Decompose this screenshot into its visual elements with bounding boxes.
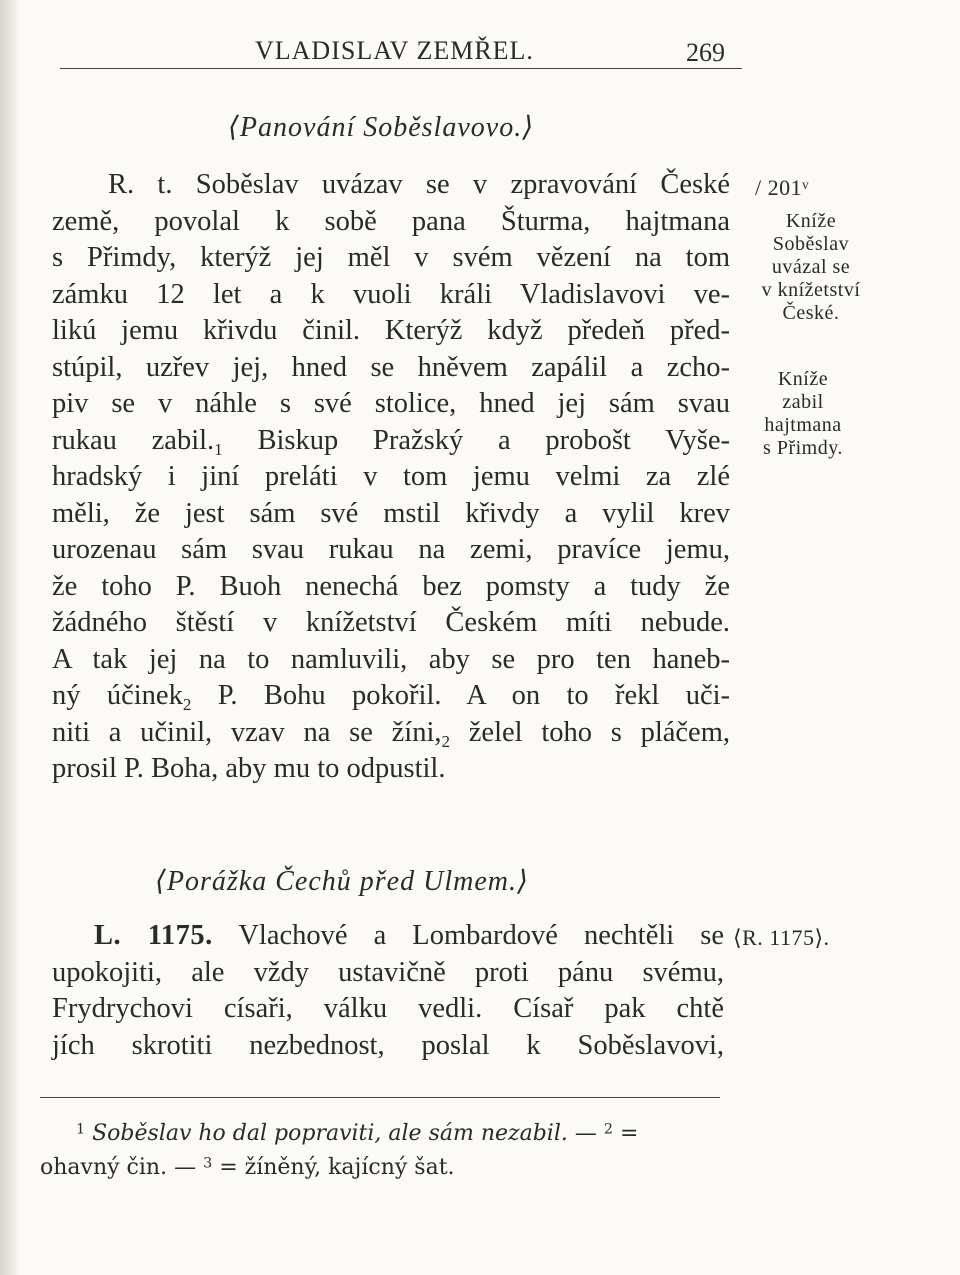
- text-line: měli, že jest sám své mstil křivdy a vylil krev: [52, 497, 730, 529]
- text-line: stúpil, uzřev jej, hned se hněvem zapálil a zcho-: [52, 351, 730, 383]
- margin-note-knize-zabil: [744, 368, 862, 460]
- margin-note-line: v knížetství: [761, 279, 861, 301]
- page-number: 269: [686, 38, 725, 67]
- text-line: hradský i jiní preláti v tom jemu velmi za zlé: [52, 461, 730, 492]
- text-line: [52, 715, 730, 752]
- text-fragment: Biskup Pražský a probošt Vyše-: [222, 424, 730, 456]
- footnote-separator: —: [167, 1155, 204, 1180]
- text-line: R. t. Soběslav uvázav se v zpravování České: [108, 169, 730, 200]
- text-line: žádného štěstí v knížetství Českém míti nebude.: [52, 607, 730, 638]
- footnote-ref-3: 2: [441, 731, 451, 751]
- text-line: země, povolal k sobě pana Šturma, hajtmana: [52, 205, 730, 237]
- footnote-ref-2: 2: [182, 694, 192, 714]
- footnote-2-equals: =: [619, 1121, 639, 1146]
- text-line: upokojiti, ale vždy ustavičně proti pánu svému,: [52, 956, 724, 988]
- margin-note-line: zabil: [782, 391, 824, 413]
- margin-note-line: Kníže: [777, 368, 829, 390]
- footnote-mark-3: 3: [203, 1155, 213, 1172]
- footnote-mark-1: 1: [76, 1121, 86, 1138]
- text-line: [52, 423, 730, 460]
- text-line: A tak jej na to namluvili, aby se pro ten haneb-: [52, 643, 730, 675]
- section-body-porazka: [52, 918, 724, 1064]
- section-title-panovani: ⟨Panování Soběslavovo.⟩: [228, 112, 535, 143]
- folio-reference: / 201ᵛ: [755, 175, 810, 200]
- running-head: VLADISLAV ZEMŘEL.: [255, 36, 534, 65]
- text-fragment: Vlachové a Lombardové nechtěli se: [212, 920, 724, 951]
- footnote-line: [40, 1151, 720, 1185]
- margin-note-line: České.: [782, 302, 840, 324]
- text-fragment: rukau zabil.: [52, 424, 215, 456]
- section-body-panovani: [52, 167, 730, 788]
- text-line: s Přimdy, kterýž jej měl v svém vězení na tom: [52, 242, 730, 273]
- margin-year-reference: ⟨R. 1175⟩.: [733, 925, 830, 950]
- header-rule: [60, 68, 742, 69]
- footnote-separator: —: [567, 1121, 604, 1146]
- page-gutter-shadow: [0, 0, 20, 1275]
- footnote-ref-1: 1: [214, 439, 223, 459]
- margin-note-knize-uvazal: [752, 210, 870, 325]
- footnote-2-text: ohavný čin.: [40, 1155, 168, 1180]
- text-fragment: niti a učinil, vzav na se žíni,: [52, 716, 442, 748]
- text-line: jích skrotiti nezbednost, poslal k Soběslavovi,: [52, 1029, 724, 1061]
- margin-note-line: s Přimdy.: [763, 437, 843, 459]
- margin-note-line: uvázal se: [771, 256, 851, 278]
- footnote-1-text: Soběslav ho dal popraviti, ale sám nezabil.: [92, 1121, 568, 1146]
- margin-note-line: hajtmana: [764, 414, 842, 436]
- footnote-mark-2: 2: [603, 1121, 613, 1138]
- text-fragment: P. Bohu pokořil. A on to řekl uči-: [191, 680, 730, 711]
- text-line: že toho P. Buoh nenechá bez pomsty a tudy že: [52, 570, 730, 602]
- text-line: urozenau sám svau rukau na zemi, pravíce jemu,: [52, 534, 730, 565]
- text-line: [52, 918, 724, 955]
- margin-note-line: Soběslav: [772, 233, 850, 255]
- section-title-porazka: ⟨Porážka Čechů před Ulmem.⟩: [155, 866, 529, 897]
- text-line: piv se v náhle s své stolice, hned jej sám svau: [52, 388, 730, 419]
- text-fragment: ný účinek: [52, 680, 183, 711]
- footnotes: [40, 1117, 720, 1185]
- text-line: zámku 12 let a k vuoli králi Vladislavovi ve-: [52, 278, 730, 310]
- footnote-3-text: = žíněný, kajícný šat.: [219, 1155, 455, 1180]
- text-line: prosil P. Boha, aby mu to odpustil.: [52, 753, 446, 784]
- footnote-rule: [40, 1097, 720, 1098]
- text-line: likú jemu křivdu činil. Kterýž když předeň před-: [52, 315, 730, 346]
- text-fragment: želel toho s pláčem,: [450, 716, 730, 748]
- text-line: Frydrychovi císaři, válku vedli. Císař pak chtě: [52, 993, 724, 1024]
- year-label: L. 1175.: [94, 920, 213, 951]
- text-line: [52, 678, 730, 715]
- margin-note-line: Kníže: [785, 210, 837, 232]
- footnote-line: [40, 1117, 720, 1151]
